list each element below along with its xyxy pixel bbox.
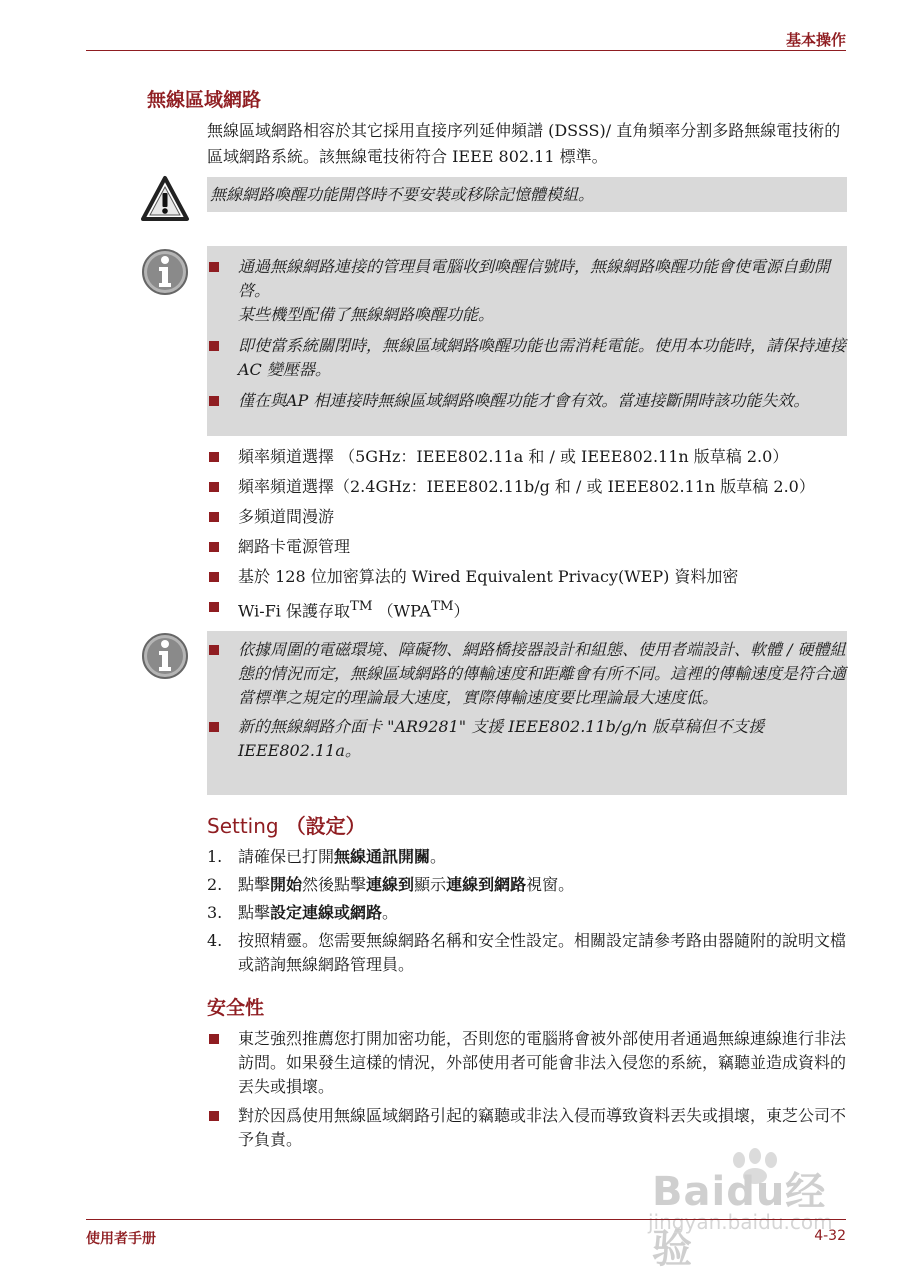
list-item: 東芝強烈推薦您打開加密功能，否則您的電腦將會被外部使用者通過無線連線進行非法訪問。如果發生這樣的情況，外部使用者可能會非法入侵您的系統，竊聽並造成資料的丟失或損壞。 (207, 1027, 847, 1099)
security-list (207, 1027, 847, 1157)
bullet-square-icon (209, 396, 219, 406)
list-item: 依據周圍的電磁環境、障礙物、網路橋接器設計和組態、使用者端設計、軟體 / 硬體組態的情況而定，無線區域網路的傳輸速度和距離會有所不同。這裡的傳輸速度是符合適當標準之規定的理論最大速度，實際傳輸速度要比理論最大速度低。 (207, 638, 847, 710)
watermark-url: jingyan.baidu.com (648, 1210, 833, 1234)
watermark-logo: Baidu经验 (652, 1169, 827, 1272)
list-item: 頻率頻道選擇 （5GHz：IEEE802.11a 和 / 或 IEEE802.11n 版草稿 2.0） (207, 445, 847, 475)
info-icon (141, 632, 189, 680)
footer-rule (86, 1219, 846, 1220)
list-item: 僅在與AP 相連接時無線區域網路喚醒功能才會有效。當連接斷開時該功能失效。 (207, 389, 847, 413)
list-item: 基於 128 位加密算法的 Wired Equivalent Privacy(WEP) 資料加密 (207, 565, 847, 595)
note-list (207, 638, 847, 768)
caution-text: 無線網路喚醒功能開啓時不要安裝或移除記憶體模組。 (210, 185, 595, 204)
caution-box (207, 177, 847, 212)
list-item: 新的無線網路介面卡 "AR9281" 支援 IEEE802.11b/g/n 版草稿但不支援 IEEE802.11a。 (207, 715, 847, 763)
list-item: 多頻道間漫游 (207, 505, 847, 535)
bullet-square-icon (209, 645, 219, 655)
list-item: 網路卡電源管理 (207, 535, 847, 565)
list-item: 對於因爲使用無線區域網路引起的竊聽或非法入侵而導致資料丟失或損壞，東芝公司不予負責。 (207, 1104, 847, 1152)
section-heading-setting: Setting （設定） (207, 814, 366, 838)
list-item: 頻率頻道選擇（2.4GHz：IEEE802.11b/g 和 / 或 IEEE802.11n 版草稿 2.0） (207, 475, 847, 505)
bullet-square-icon (209, 602, 219, 612)
list-item: Wi-Fi 保護存取™ （WPA™） (207, 595, 847, 625)
section-heading-wireless: 無線區域網路 (147, 89, 262, 111)
step-item: 3. 點擊設定連線或網路。 (207, 903, 399, 922)
section-heading-security: 安全性 (207, 997, 265, 1019)
bullet-square-icon (209, 482, 219, 492)
footer-manual-title: 使用者手册 (86, 1231, 156, 1247)
bullet-square-icon (209, 1111, 219, 1121)
step-item: 4. 按照精靈。您需要無線網路名稱和安全性設定。相關設定請參考路由器隨附的說明文檔或諮詢無線網路管理員。 (207, 931, 847, 974)
feature-list (207, 445, 847, 625)
bullet-square-icon (209, 542, 219, 552)
intro-paragraph: 無線區域網路相容於其它採用直接序列延伸頻譜 (DSSS)/ 直角頻率分割多路無線電技術的區域網路系統。該無線電技術符合 IEEE 802.11 標準。 (207, 121, 841, 166)
list-item: 通過無線網路連接的管理員電腦收到喚醒信號時，無線網路喚醒功能會使電源自動開啓。 某些機型配備了無線網路喚醒功能。 (207, 255, 847, 327)
bullet-square-icon (209, 341, 219, 351)
step-item: 1. 請確保已打開無線通訊開關。 (207, 847, 447, 866)
steps-list (207, 845, 847, 981)
note-list (207, 255, 847, 420)
list-item: 即使當系統關閉時，無線區域網路喚醒功能也需消耗電能。使用本功能時，請保持連接 AC 變壓器。 (207, 334, 847, 382)
bullet-square-icon (209, 1034, 219, 1044)
page-number: 4-32 (814, 1228, 846, 1244)
bullet-square-icon (209, 262, 219, 272)
bullet-square-icon (209, 452, 219, 462)
info-icon (141, 248, 189, 296)
bullet-square-icon (209, 572, 219, 582)
bullet-square-icon (209, 512, 219, 522)
bullet-square-icon (209, 722, 219, 732)
caution-icon (140, 175, 190, 223)
step-item: 2. 點擊開始然後點擊連線到顯示連線到網路視窗。 (207, 875, 575, 894)
running-header: 基本操作 (785, 31, 846, 49)
header-rule (86, 50, 846, 51)
